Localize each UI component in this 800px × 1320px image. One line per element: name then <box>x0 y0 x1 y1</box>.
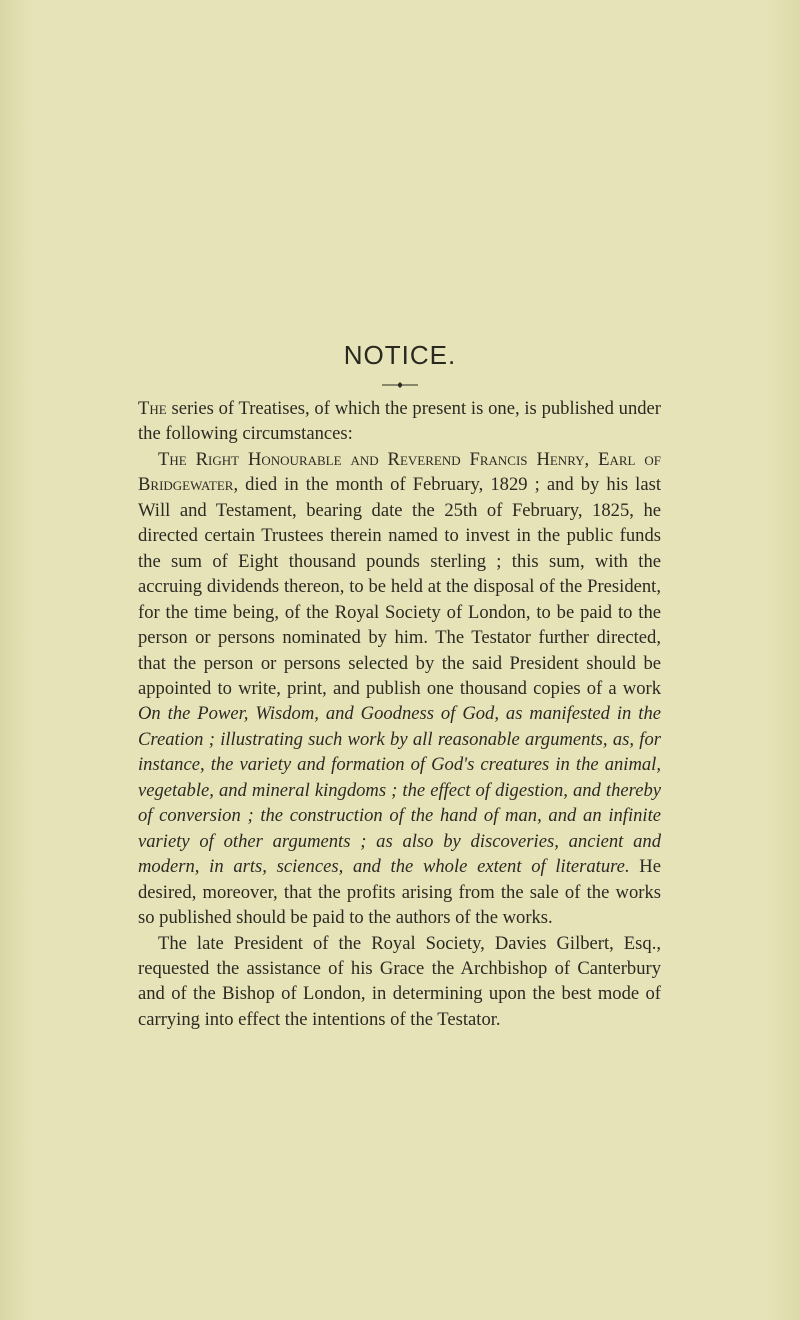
testator-name: The Right Honourable and Reverend Francis Henry, Earl of Bridgewater, <box>138 448 661 496</box>
notice-body <box>138 396 661 1032</box>
paragraph-bequest <box>138 447 661 931</box>
lead-word: The <box>138 398 167 419</box>
work-title: On the Power, Wisdom, and Goodness of God, as manifested in the Creation ; illustrating such work by all reasonable arguments, as, for instance, the variety and formation of God's creatures in the animal, vegetable, and mineral kingdoms ; the effect of digestion, and thereby of conversion ; the construction of the hand of man, and an infinite variety of other arguments ; as also by discoveries, ancient and modern, in arts, sciences, and the whole extent of literature. <box>138 703 661 878</box>
paragraph-intro <box>138 396 661 447</box>
ornament-divider <box>382 381 418 389</box>
bequest-text: died in the month of February, 1829 ; and by his last Will and Testament, bearing date the 25th of February, 1825, he directed certain Trustees therein named to invest in the public funds the sum of Eight thousand pounds sterling ; this sum, with the accruing dividends thereon, to be held at the disposal of the President, for the time being, of the Royal Society of London, to be paid to the person or persons nominated by him. The Testator further directed, that the person or persons selected by the said President should be appointed to write, print, and publish one thousand copies of a work <box>138 474 661 699</box>
paragraph-president: The late President of the Royal Society, Davies Gilbert, Esq., requested the assistance of his Grace the Archbishop of Canterbury and of the Bishop of London, in determining upon the best mode of carrying into effect the intentions of the Testator. <box>138 932 661 1030</box>
bequest-text-end: He desired, moreover, that the profits arising from the sale of the works so published should be paid to the authors of the works. <box>138 856 661 929</box>
intro-text: series of Treatises, of which the present is one, is published under the following circumstances: <box>138 398 661 445</box>
page-title: NOTICE. <box>343 340 457 370</box>
